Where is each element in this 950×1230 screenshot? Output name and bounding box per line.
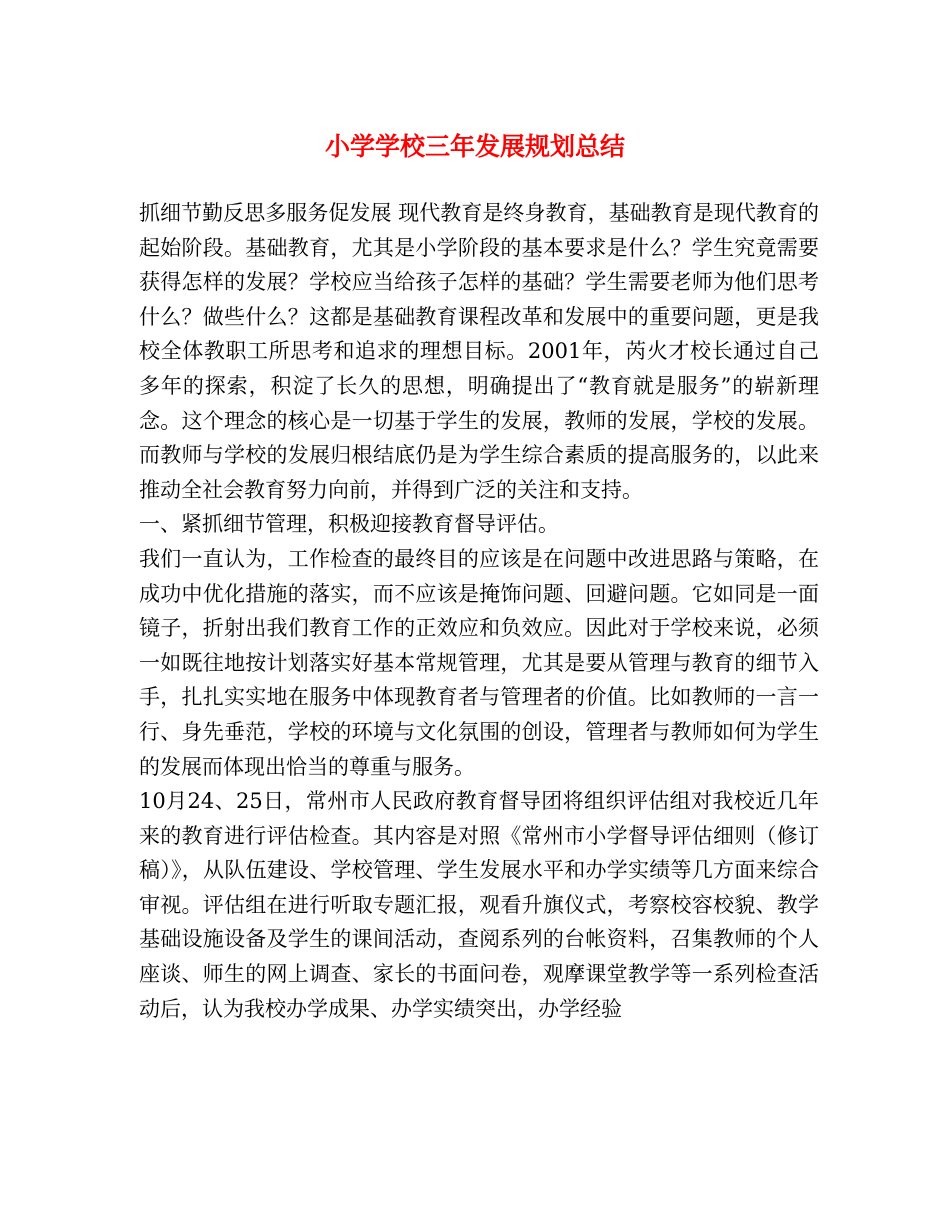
document-body [139, 196, 819, 1026]
section-1-paragraph: 我们一直认为，工作检查的最终目的应该是在问题中改进思路与策略，在成功中优化措施的落实，而不应该是掩饰问题、回避问题。它如同是一面镜子，折射出我们教育工作的正效应和负效应。因此对于学校来说，必须一如既往地按计划落实好基本常规管理，尤其是要从管理与教育的细节入手，扎扎实实地在服务中体现教育者与管理者的价值。比如教师的一言一行、身先垂范，学校的环境与文化氛围的创设，管理者与教师如何为学生的发展而体现出恰当的尊重与服务。 [139, 546, 819, 779]
evaluation-paragraph: 10月24、25日，常州市人民政府教育督导团将组织评估组对我校近几年来的教育进行评估检查。其内容是对照《常州市小学督导评估细则（修订稿）》，从队伍建设、学校管理、学生发展水平和办学实绩等几方面来综合审视。评估组在进行听取专题汇报，观看升旗仪式，考察校容校貌、教学基础设施设备及学生的课间活动，查阅系列的台帐资料，召集教师的个人座谈、师生的网上调查、家长的书面问卷，观摩课堂教学等一系列检查活动后，认为我校办学成果、办学实绩突出，办学经验 [139, 789, 819, 1021]
section-heading-1: 一、紧抓细节管理，积极迎接教育督导评估。 [139, 512, 559, 537]
document-title: 小学学校三年发展规划总结 [324, 132, 625, 161]
intro-paragraph: 抓细节勤反思多服务促发展 现代教育是终身教育，基础教育是现代教育的起始阶段。基础教育，尤其是小学阶段的基本要求是什么？学生究竟需要获得怎样的发展？学校应当给孩子怎样的基础？学生需要老师为他们思考什么？做些什么？这都是基础教育课程改革和发展中的重要问题，更是我校全体教职工所思考和追求的理想目标。2001年，芮火才校长通过自己多年的探索，积淀了长久的思想，明确提出了“教育就是服务”的崭新理念。这个理念的核心是一切基于学生的发展，教师的发展，学校的发展。而教师与学校的发展归根结底仍是为学生综合素质的提高服务的，以此来推动全社会教育努力向前，并得到广泛的关注和支持。 [139, 201, 819, 502]
